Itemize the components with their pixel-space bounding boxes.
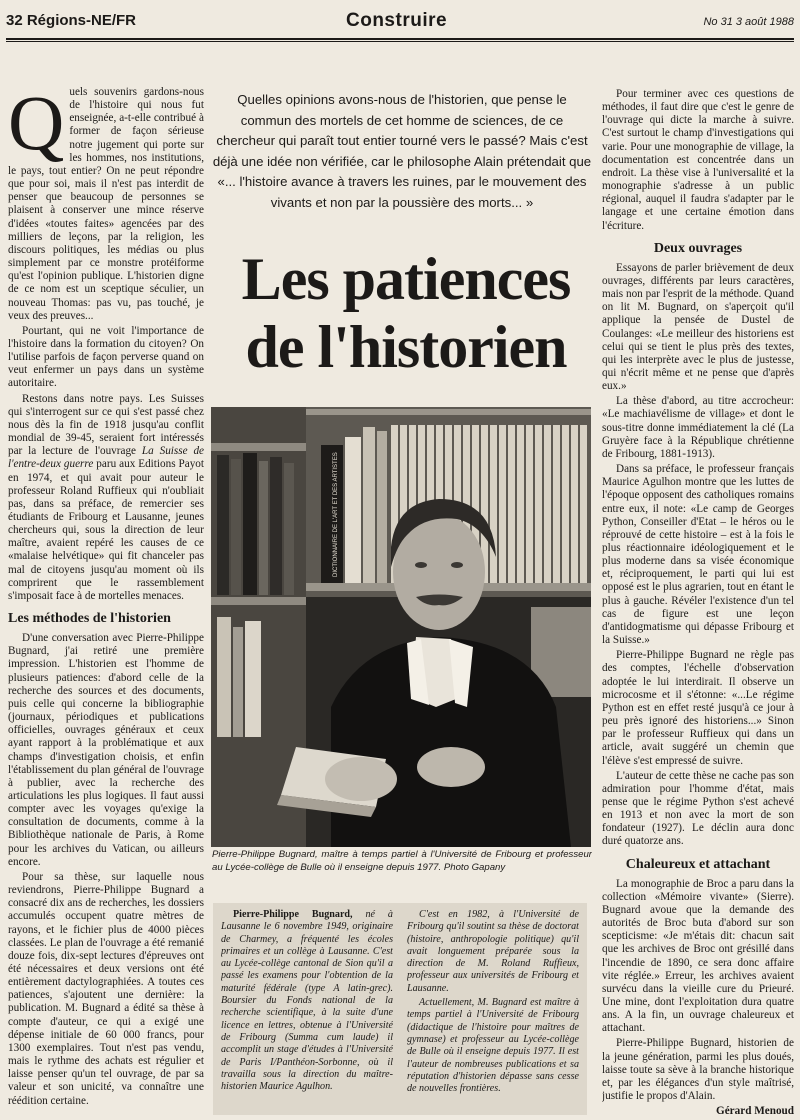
paragraph: Pourtant, qui ne voit l'importance de l'histoire dans la formation du citoyen? On l'utilise parfois de façon perverse quand on veut enfermer un pays dans un système autoritaire. [8,324,204,390]
header-rule-thin [6,41,794,42]
photo-caption: Pierre-Philippe Bugnard, maître à temps partiel à l'Université de Fribourg et professeur au Lycée-collège de Bulle où il enseigne depuis 1977. Photo Gapany [212,849,592,873]
paragraph-text: Restons dans notre pays. Les Suisses qui s'interrogent sur ce qui s'est passé chez nous dès la fin de 1918 jusqu'au conflit mondial de 39-45, seraient fort intéressés par la lecture de l'ouvrage [8,392,204,458]
right-column [602,88,794,1116]
photo-book-spine-text: DICTIONNAIRE DE L'ART ET DES ARTISTES [333,452,339,577]
paragraph-text: paru aux Editions Payot en 1974, et qui avait pour auteur le professeur Roland Ruffieux qui n'oubliait pas, dans sa préface, de remercier ses étudiants de Fribourg et Lausanne, jeunes chercheurs qui, sous la direction de leur maître, avaient repéré les causes de ce «malaise helvétique» qui fit chanceler pas mal de citoyens jusqu'au moment où ils comprirent que le rassemblement s'imposait face à de mortelles menaces. [8,458,204,602]
subheading-two-works: Deux ouvrages [653,240,743,256]
header-rule [6,38,794,40]
subheading-warm: Chaleureux et attachant [625,856,771,872]
bio-paragraph: C'est en 1982, à l'Université de Fribourg qu'il soutint sa thèse de doctorat (histoire, anthropologie politique) qu'il avait longuement préparée sous la direction de M. Roland Ruffieux, professeur aux universités de Fribourg et Lausanne. [407,909,579,994]
author-signature: Gérard Menoud [716,1105,794,1116]
paragraph: Dans sa préface, le professeur français Maurice Agulhon montre que les luttes de l'époque opposent des catholiques romains entre eux, il note: «Le camp de Georges Python, Conseiller d'Etat – le héros ou le réprouvé de cette histoire – est à la fois le plus réactionnaire idéologiquement et le plus moderne dans sa visée économique et, réciproquement, le parti qui lui est opposé est le plus agrarien, tout en étant le plus à gauche. Révéler l'existence d'un tel cas de figure est une leçon d'antidogmatisme qui dépasse Fribourg et la Suisse.» [602,463,794,647]
intro-text: uels souvenirs gardons-nous de l'histoire qui nous fut enseignée, a-t-elle contribué à former de façon sérieuse notre jugement qui porte sur les hommes, nos institutions, le pays, tout entier? On ne peut répondre que pour soi, mais il n'est pas interdit de penser que beaucoup de personnes se plaisent à conserver une mince réserve d'idées «toutes faites» agencées par des milliers de leçons, par la religion, les discours politiques, les médias ou plus simplement par ce monstre protéiforme qu'est l'opinion publique. L'historien digne de ce nom est un sceptique séculier, un nouveau Thomas: pas vu, pas touché, je veux des preuves... [8,86,204,322]
paragraph: Pierre-Philippe Bugnard, historien de la jeune génération, parmi les plus doués, laisse toute sa sève à la branche historique et, par les élégances d'un style maîtrisé, justifie le propos d'Alain. [602,1037,794,1103]
bio-text: né à Lausanne le 6 novembre 1949, originaire de Charmey, a fréquenté les écoles primaires et un collège à Lausanne. C'est au Lycée-collège cantonal de Sion qu'il a passé les examens pour l'obtention de la maturité fédérale (type A latin-grec). Boursier du Fonds national de la recherche scientifique, à la suite d'une licence en lettres, obtenue à l'Université de Fribourg (Summa cum laude) il accomplit un stage d'études à l'Université de Paris I/Panthéon-Sorbonne, où il travailla sous la direction du maître-historien Maurice Agulhon. [221,909,393,1093]
left-column [8,86,204,1116]
subheading-methods: Les méthodes de l'historien [8,611,171,627]
bio-paragraph: Actuellement, M. Bugnard est maître à temps partiel à l'Université de Fribourg (didactique de l'histoire pour maîtres de gymnase) et professeur au Lycée-collège de Bulle où il enseigne depuis 1977. Il est l'auteur de nombreuses publications et sa réputation d'historien dépasse sans cesse de nouvelles frontières. [407,997,579,1095]
paragraph: L'auteur de cette thèse ne cache pas son admiration pour l'homme d'état, mais pense que le régime Python s'est achevé en 1913 et non avec la mort de son fondateur (1927). Le déclin aura donc duré quatorze ans. [602,769,794,848]
issue-date: No 31 3 août 1988 [703,16,794,28]
bio-box [213,903,587,1115]
drop-cap: Q [8,86,65,166]
bio-paragraph [221,909,393,1093]
bio-column-1 [221,909,393,1113]
portrait-photo [211,407,591,847]
page-number-section: 32 Régions-NE/FR [6,12,137,29]
paragraph: Pierre-Philippe Bugnard ne règle pas des comptes, l'échelle d'observation adoptée le lui interdirait. Il observe un microcosme et il s'étonne: «...Le régime Python est en effet resté jusqu'à ce jour à peu près ignoré des historiens...» Sinon par le professeur Ruffieux qui dans un article, avait suggéré un chemin que l'élève s'est empressé de suivre. [602,649,794,767]
paragraph: La thèse d'abord, au titre accrocheur: «Le machiavélisme de village» et dont le sous-titre donne immédiatement la clé (La Gruyère face à la République chrétienne de Fribourg, 1881-1913). [602,395,794,460]
article-lead: Quelles opinions avons-nous de l'historien, que pense le commun des mortels de cet homme de sciences, de ce chercheur qui paraît tout entier tourné vers le passé? Mais c'est déjà une idée non vérifiée, car le philosophe Alain prétendait que «... l'histoire avance à travers les ruines, par le mouvement des vivants et non par la poussière des morts... » [212,92,592,210]
photo-illustration [211,407,591,847]
headline-line-1: Les patiences [241,246,571,312]
bio-column-2 [407,909,579,1113]
paragraph: Essayons de parler brièvement de deux ouvrages, différents par leurs caractères, mais non par l'esprit de la méthode. Quand on lit M. Bugnard, on s'aperçoit qu'il applique la pensée de Dustel de Coulanges: «Le meilleur des historiens est celui qui se tient le plus près des textes, qui les interprète avec le plus de justesse, qui n'écrit même et ne pense que d'après eux.» [602,261,794,393]
paragraph [8,393,204,604]
paragraph: Pour terminer avec ces questions de méthodes, il faut dire que c'est le genre de l'ouvrage qui dicte la marche à suivre. C'est surtout le champ d'investigations qui varie. Pour une monographie de village, la documentation est concentrée dans un endroit. La thèse vise à l'universalité et la monographie s'adresse à un public régional, auquel il faudra s'adapter par le langage et une certaine émotion dans l'écriture. [602,88,794,232]
paragraph: Pour sa thèse, sur laquelle nous reviendrons, Pierre-Philippe Bugnard a consacré dix ans de recherches, les dossiers accumulés occupent quatre mètres de rayons, et le fichier plus de 4000 pièces classées. Le plan de l'ouvrage a été remanié douze fois, dix-sept lectures d'épreuves ont été nécessaires et deux versions ont été entièrement dactylographiées. A toutes ces patiences, s'ajoutent une dernière: la publication. M. Bugnard a édité sa thèse à compte d'auteur, ce qui a exigé une dépense initiale de 60 000 francs, pour 1300 exemplaires. Tout n'est pas vendu, mais le rythme des achats est régulier et laisse penser qu'un tel ouvrage, de par sa valeur et son unicité, va connaître une réédition certaine. [8,870,204,1107]
paragraph: D'une conversation avec Pierre-Philippe Bugnard, j'ai retiré une première impression. L'historien est l'homme de plusieurs patiences: d'abord celle de la recherche des sources et des documents, puis celle qui concerne la bibliographie (journaux, périodiques et publications officielles, ouvrages généraux et ceux ayant rapport à la problématique et aux champs d'investigation choisis, et enfin l'établissement du plan général de l'ouvrage à publier, avec la recherche des articulations les plus logiques. Il faut aussi compter avec les voyages qu'exige la consultation de documents, comme à la Bibliothèque nationale de Paris, à Rome pour les archives du Vatican, ou ailleurs encore. [8,632,204,868]
book-title: La Suisse de l'entre-deux guerre [8,445,204,471]
page-header [6,8,794,38]
headline [210,245,602,381]
section-title: Construire [346,10,448,31]
headline-line-2: de l'historien [245,314,567,380]
article-intro [8,86,204,323]
bio-name: Pierre-Philippe Bugnard, [233,909,353,920]
paragraph: La monographie de Broc a paru dans la collection «Mémoire vivante» (Sierre). Bugnard avoue que la demande des autorités de Broc buta d'abord sur son scepticisme: «Je m'étais dit: chacun sait que les archives de Broc ont grésillé dans l'incendie de 1890, ce sera donc affaire vite réglée.» Erreur, les archives avaient survécu dans la vieille cure du Prieuré. Une mine, dont l'exploitation dura quatre ans. A la fin, un ouvrage chaleureux et attachant. [602,877,794,1035]
